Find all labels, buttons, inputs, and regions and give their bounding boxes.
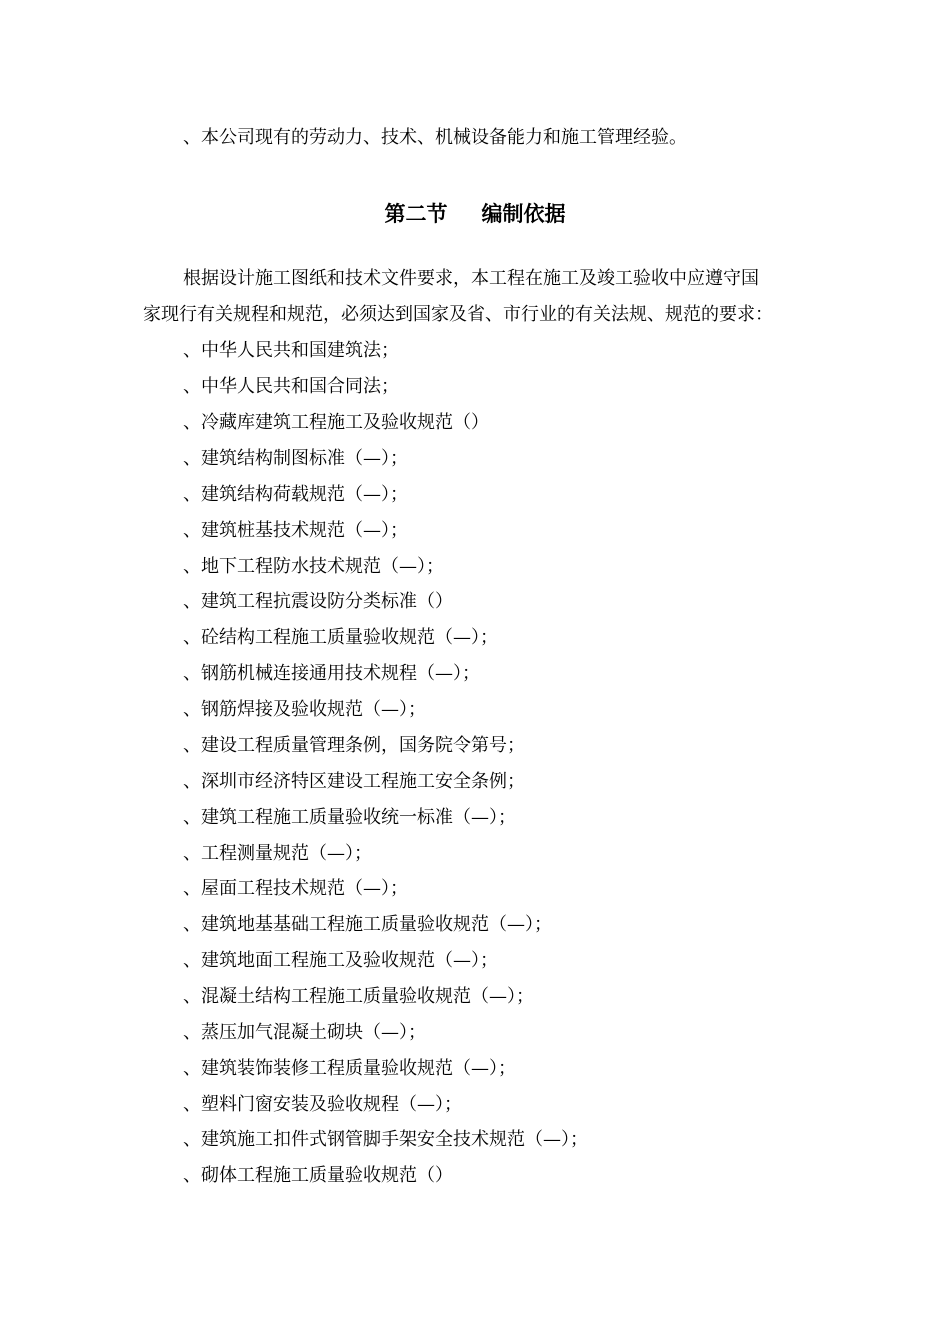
list-item: 、砼结构工程施工质量验收规范（—）； [183,627,498,648]
list-item: 、建筑工程施工质量验收统一标准（—）； [183,807,516,828]
list-item: 、建筑地面工程施工及验收规范（—）； [183,950,498,971]
paragraph-line-2: 家现行有关规程和规范，必须达到国家及省、市行业的有关法规、规范的要求： [143,304,773,325]
list-item: 、建筑桩基技术规范（—）； [183,520,408,541]
list-item: 、深圳市经济特区建设工程施工安全条例； [183,771,525,792]
list-item: 、中华人民共和国合同法； [183,376,399,397]
section-heading [0,199,950,229]
section-title: 编制依据 [481,202,566,226]
list-item: 、屋面工程技术规范（—）； [183,878,408,899]
list-item: 、蒸压加气混凝土砌块（—）； [183,1022,426,1043]
list-item: 、建筑地基基础工程施工质量验收规范（—）； [183,914,552,935]
list-item: 、建筑工程抗震设防分类标准（） [183,591,453,612]
section-number: 第二节 [384,202,448,226]
list-item: 、建筑施工扣件式钢管脚手架安全技术规范（—）； [183,1129,588,1150]
list-item: 、建设工程质量管理条例，国务院令第号； [183,735,525,756]
list-item: 、冷藏库建筑工程施工及验收规范（） [183,412,489,433]
list-item: 、砌体工程施工质量验收规范（） [183,1165,453,1186]
paragraph-line-1: 根据设计施工图纸和技术文件要求，本工程在施工及竣工验收中应遵守国 [183,268,759,289]
intro-list-item: 、本公司现有的劳动力、技术、机械设备能力和施工管理经验。 [183,127,687,148]
list-item: 、建筑结构荷载规范（—）； [183,484,408,505]
list-item: 、钢筋焊接及验收规范（—）； [183,699,426,720]
list-item: 、工程测量规范（—）； [183,843,372,864]
list-item: 、地下工程防水技术规范（—）； [183,556,444,577]
list-item: 、塑料门窗安装及验收规程（—）； [183,1094,462,1115]
list-item: 、钢筋机械连接通用技术规程（—）； [183,663,480,684]
list-item: 、建筑结构制图标准（—）； [183,448,408,469]
list-item: 、中华人民共和国建筑法； [183,340,399,361]
list-item: 、混凝土结构工程施工质量验收规范（—）； [183,986,534,1007]
list-item: 、建筑装饰装修工程质量验收规范（—）； [183,1058,516,1079]
